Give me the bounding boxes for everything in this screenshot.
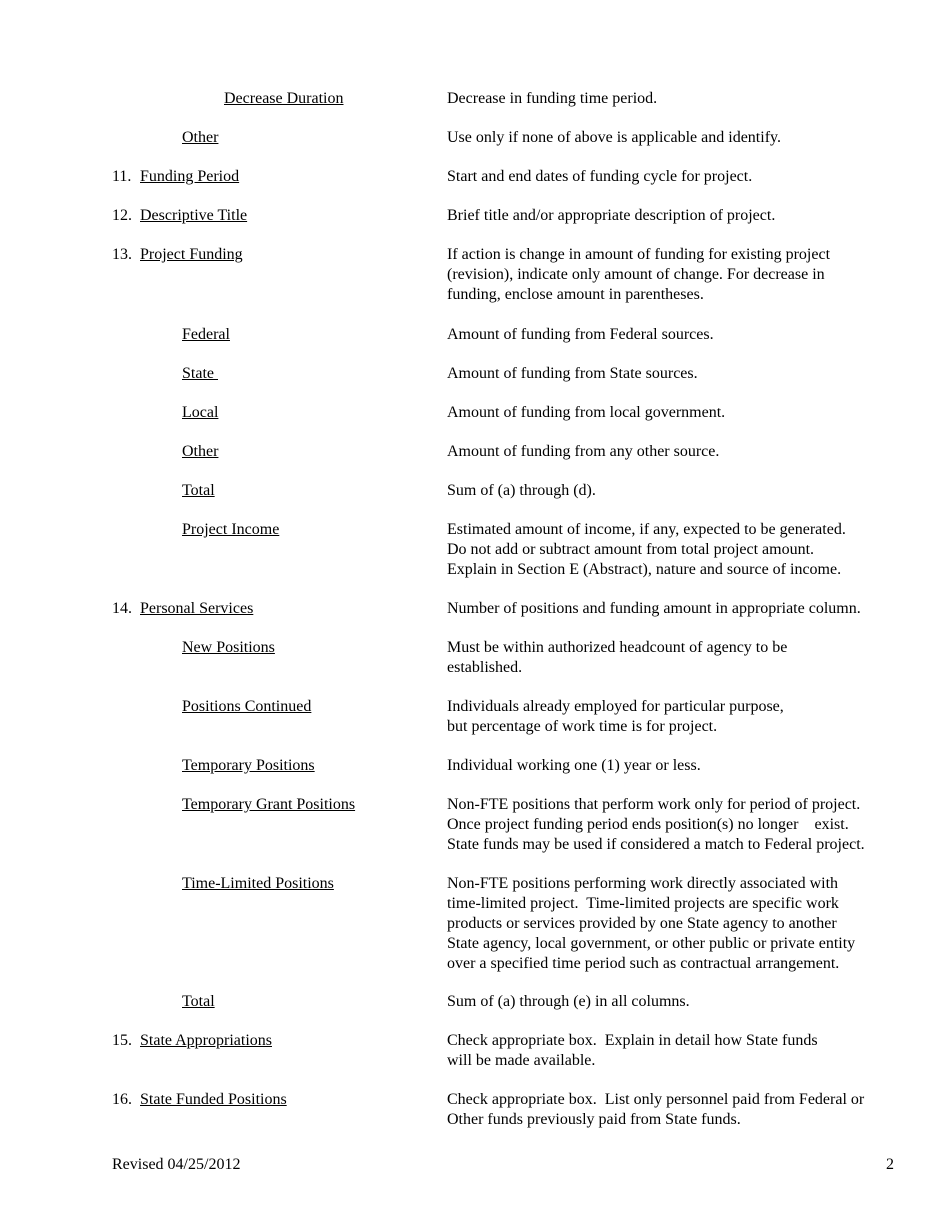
description-line: If action is change in amount of funding for existing project xyxy=(447,246,831,263)
description-line: Use only if none of above is applicable and identify. xyxy=(447,129,781,146)
entry-term-label: Project Funding xyxy=(140,246,243,263)
entry-term xyxy=(112,1031,272,1051)
description-line: but percentage of work time is for project. xyxy=(447,718,718,735)
description-line: funding, enclose amount in parentheses. xyxy=(447,286,704,303)
entry-number: 12. xyxy=(112,207,132,224)
entry-term-label: Positions Continued xyxy=(182,698,312,715)
entry-term-label: Total xyxy=(182,993,215,1010)
description-line: Check appropriate box. Explain in detail how State funds xyxy=(447,1032,818,1049)
description-line: Amount of funding from any other source. xyxy=(447,443,720,460)
description-line: Estimated amount of income, if any, expected to be generated. xyxy=(447,521,846,538)
description-line: Sum of (a) through (e) in all columns. xyxy=(447,993,690,1010)
entry-term xyxy=(182,403,218,423)
entry-term-label: Time-Limited Positions xyxy=(182,875,334,892)
entry-term xyxy=(182,874,334,894)
description-line: Amount of funding from Federal sources. xyxy=(447,326,714,343)
entry-description xyxy=(447,481,917,501)
entry-term xyxy=(182,325,230,345)
description-line: Once project funding period ends position(s) no longer exist. xyxy=(447,816,849,833)
entry-description xyxy=(447,1090,917,1130)
entry-description xyxy=(447,795,917,855)
revision-date: Revised 04/25/2012 xyxy=(112,1156,241,1173)
description-line: Start and end dates of funding cycle for project. xyxy=(447,168,753,185)
description-line: Brief title and/or appropriate description of project. xyxy=(447,207,776,224)
description-line: Individual working one (1) year or less. xyxy=(447,757,701,774)
entry-term xyxy=(112,245,243,265)
entry-number: 16. xyxy=(112,1091,132,1108)
entry-term xyxy=(182,442,218,462)
entry-description xyxy=(447,325,917,345)
description-line: Explain in Section E (Abstract), nature and source of income. xyxy=(447,561,842,578)
entry-description xyxy=(447,206,917,226)
entry-term-label: Local xyxy=(182,404,219,421)
entry-number: 13. xyxy=(112,246,132,263)
entry-description xyxy=(447,403,917,423)
entry-term-label: State Funded Positions xyxy=(140,1091,287,1108)
entry-term-label: Funding Period xyxy=(140,168,240,185)
entry-term-label: Project Income xyxy=(182,521,280,538)
description-line: will be made available. xyxy=(447,1052,596,1069)
entry-description xyxy=(447,245,917,305)
entry-term xyxy=(182,992,215,1012)
entry-term-label: Other xyxy=(182,129,219,146)
entry-number: 11. xyxy=(112,168,132,185)
entry-term xyxy=(112,167,239,187)
entry-term xyxy=(182,128,218,148)
entry-description xyxy=(447,756,917,776)
entry-term-label: State xyxy=(182,365,218,382)
entry-description xyxy=(447,89,917,109)
entry-description xyxy=(447,364,917,384)
entry-term-label: Temporary Positions xyxy=(182,757,315,774)
entry-term xyxy=(182,756,315,776)
entry-term xyxy=(182,520,279,540)
description-line: Individuals already employed for particular purpose, xyxy=(447,698,784,715)
entry-term xyxy=(224,89,344,109)
entry-term xyxy=(112,599,253,619)
entry-term-label: Descriptive Title xyxy=(140,207,248,224)
description-line: products or services provided by one State agency to another xyxy=(447,915,837,932)
entry-term xyxy=(182,795,355,815)
entry-description xyxy=(447,697,917,737)
entry-term-label: New Positions xyxy=(182,639,275,656)
entry-term-label: Total xyxy=(182,482,215,499)
description-line: established. xyxy=(447,659,523,676)
description-line: Amount of funding from State sources. xyxy=(447,365,698,382)
description-line: Check appropriate box. List only personnel paid from Federal or xyxy=(447,1091,865,1108)
page-number: 2 xyxy=(886,1156,894,1173)
description-line: Other funds previously paid from State funds. xyxy=(447,1111,741,1128)
description-line: Do not add or subtract amount from total project amount. xyxy=(447,541,815,558)
entry-term xyxy=(182,481,215,501)
entry-description xyxy=(447,1031,917,1071)
entry-term xyxy=(182,638,275,658)
entry-term-label: Temporary Grant Positions xyxy=(182,796,356,813)
entry-number: 14. xyxy=(112,600,132,617)
description-line: time-limited project. Time-limited projects are specific work xyxy=(447,895,839,912)
description-line: State agency, local government, or other public or private entity xyxy=(447,935,856,952)
entry-description xyxy=(447,442,917,462)
entry-term-label: State Appropriations xyxy=(140,1032,272,1049)
description-line: Number of positions and funding amount in appropriate column. xyxy=(447,600,861,617)
entry-description xyxy=(447,167,917,187)
description-line: (revision), indicate only amount of change. For decrease in xyxy=(447,266,825,283)
entry-term-label: Decrease Duration xyxy=(224,90,344,107)
entry-description xyxy=(447,992,917,1012)
entry-term xyxy=(112,1090,287,1110)
entry-term-label: Personal Services xyxy=(140,600,254,617)
entry-term xyxy=(182,364,218,384)
description-line: Must be within authorized headcount of agency to be xyxy=(447,639,788,656)
entry-term xyxy=(182,697,311,717)
entry-number: 15. xyxy=(112,1032,132,1049)
description-line: over a specified time period such as contractual arrangement. xyxy=(447,955,840,972)
description-line: Non-FTE positions that perform work only for period of project. xyxy=(447,796,861,813)
description-line: Sum of (a) through (d). xyxy=(447,482,596,499)
entry-description xyxy=(447,874,917,974)
description-line: Decrease in funding time period. xyxy=(447,90,658,107)
entry-term-label: Other xyxy=(182,443,219,460)
description-line: State funds may be used if considered a match to Federal project. xyxy=(447,836,865,853)
description-line: Amount of funding from local government. xyxy=(447,404,726,421)
entry-description xyxy=(447,520,917,580)
entry-description xyxy=(447,128,917,148)
description-line: Non-FTE positions performing work directly associated with xyxy=(447,875,839,892)
entry-term-label: Federal xyxy=(182,326,230,343)
entry-description xyxy=(447,599,917,619)
entry-description xyxy=(447,638,917,678)
entry-term xyxy=(112,206,247,226)
